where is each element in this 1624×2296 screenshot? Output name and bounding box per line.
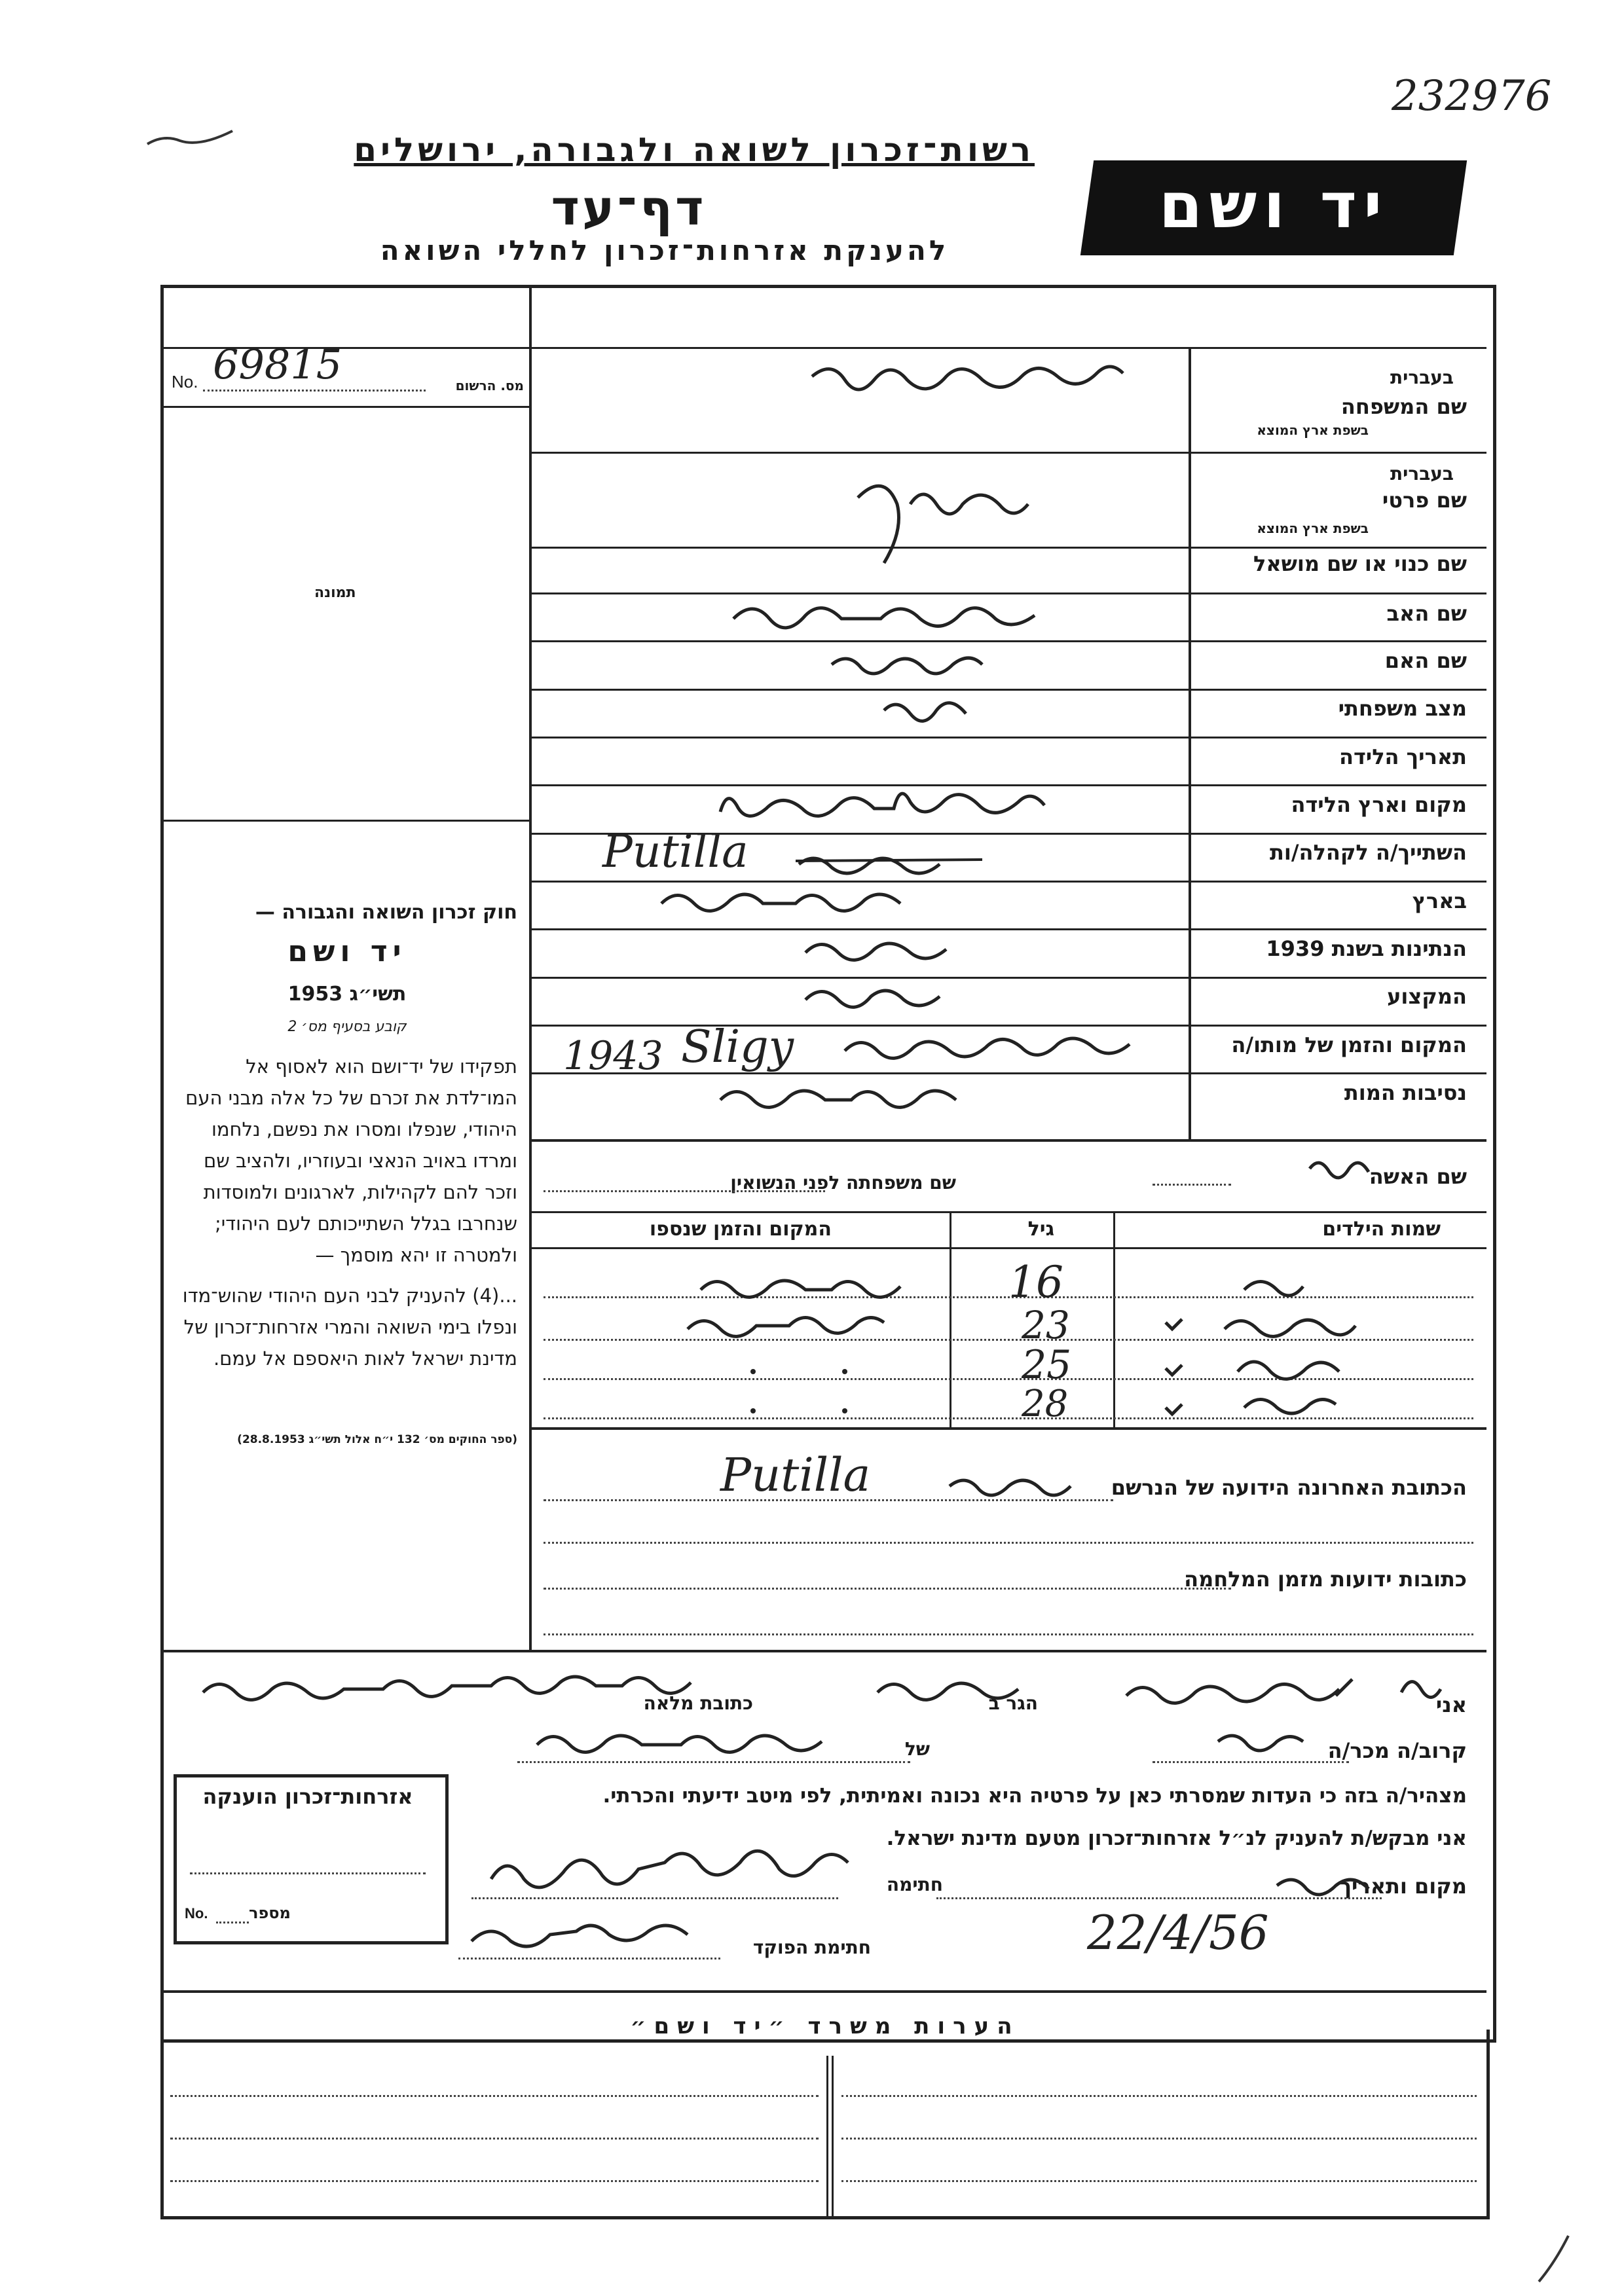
first-name-handwriting (845, 458, 1054, 563)
row-line (530, 977, 1486, 979)
community-hebrew-struck (792, 841, 989, 881)
birth-date-label: תאריך הלידה (1338, 744, 1467, 769)
child-age-1: 16 (1008, 1257, 1063, 1307)
notes-dots (170, 2180, 819, 2182)
row-line (530, 737, 1486, 738)
birth-place-label: מקום וארץ הלידה (1291, 792, 1467, 817)
child-age-4: 28 (1022, 1383, 1069, 1425)
first-name-label: שם פרטי (1382, 488, 1467, 513)
place-date-dots (936, 1897, 1382, 1899)
resident-label: הגר ב (988, 1692, 1038, 1714)
declaration-i-label: אני (1435, 1692, 1467, 1717)
corner-mark (1536, 2232, 1575, 2285)
law-body: תפקידו של יד־ושם הוא לאסוף אל המו־לדת את זכרם של כל אלה מבני העם היהודי, שנפלו ומסרו את נפשם, נלחמו ומרדו באויב הנאצי ובעוזריו, ולהציב שם וזכר להם לקהילות, לארגונים ולמוסדות שנחרבו בגלל השתייכותם לעם היהודי; ולמטרה זו יהא מוסמך — (185, 1055, 517, 1266)
row-line (530, 928, 1486, 930)
top-band-line (164, 347, 1486, 349)
logo-text: יד ושם (1158, 169, 1389, 242)
office-notes-title: הערות משרד ״יד ושם״ (630, 2013, 1020, 2039)
notes-frame-right (1486, 2030, 1490, 2219)
photo-bottom-line (164, 820, 530, 822)
address-label: כתובת מלאה (643, 1692, 753, 1714)
war-address-label: כתובות ידועות מזמן המלחמה (1184, 1567, 1467, 1592)
form-subtitle: להענקת אזרחות־זכרון לחללי השואה (380, 234, 950, 266)
last-address-label: הכתובת האחרונה הידועה של הנרשם (1111, 1475, 1467, 1500)
address-dots (544, 1588, 1231, 1590)
death-cause-handwriting (714, 1077, 1015, 1123)
profession-handwriting (799, 977, 963, 1019)
death-place-label: המקום והזמן של מותו/ה (1231, 1032, 1467, 1057)
community-latin: Putilla (602, 826, 748, 878)
left-column-divider (529, 288, 532, 1650)
declarant-signature (478, 1840, 884, 1905)
first-name-native-label: בשפת ארץ המוצא (1257, 520, 1369, 536)
declarant-name-handwriting (1074, 1666, 1467, 1719)
country-handwriting (655, 881, 969, 926)
address-dots (544, 1499, 1113, 1501)
citizenship-number-label: מספר (249, 1904, 291, 1922)
photo-label: תמונה (314, 585, 356, 601)
address-dots (544, 1633, 1473, 1635)
wife-maiden-label: שם משפחתה לפני הנשואין (730, 1172, 956, 1194)
citizenship-granted-title: אזרחות־זכרון הוענקה (202, 1784, 413, 1809)
registration-number: 69815 (213, 340, 342, 388)
declaration-date: 22/4/56 (1087, 1905, 1269, 1960)
reg-row-line (164, 406, 530, 408)
officer-signature (458, 1908, 733, 1961)
registration-no-prefix: No. (172, 372, 198, 392)
address-bottom-line (164, 1650, 1486, 1652)
resident-city-handwriting (871, 1673, 1028, 1712)
nickname-label: שם כנוי או שם מושאל (1253, 551, 1467, 576)
children-names-handwriting (1126, 1257, 1441, 1421)
law-item-4: ...(4) להעניק לבני העם היהודי שהוש־מדו ונפלו בימי השואה והמרי אזרחות־זכרון של מדינת ישראל לאות היאספם אל עמם. (182, 1285, 517, 1370)
children-age-header: גיל (1027, 1218, 1054, 1241)
signature-label: חתימה (886, 1874, 943, 1895)
children-place-header: המקום והזמן שנספו (649, 1218, 832, 1241)
law-title: חוק זכרון השואה והגבורה — (255, 901, 517, 924)
reg-dots (203, 390, 426, 392)
children-col-names (1113, 1211, 1115, 1427)
wife-label: שם האשה (1369, 1164, 1467, 1189)
notes-top-line (164, 1990, 1486, 1993)
children-header-line (530, 1247, 1486, 1249)
notes-dots (170, 2138, 819, 2140)
marital-handwriting (877, 691, 982, 737)
citizenship-box-dots (190, 1872, 426, 1874)
death-cause-label: נסיבות המות (1344, 1080, 1467, 1105)
of-dots (517, 1761, 910, 1763)
wife-name-handwriting (1303, 1149, 1375, 1188)
country-label: בארץ (1412, 888, 1467, 913)
father-label: שם האב (1386, 601, 1467, 626)
registration-label: מס. הרשום (455, 378, 524, 393)
relative-label: קרוב/ה מכר/ה (1327, 1738, 1467, 1763)
law-year: תשי״ג 1953 (287, 983, 407, 1006)
signature-dots (471, 1897, 838, 1899)
birth-place-handwriting (714, 782, 1080, 841)
notes-dots (841, 2138, 1477, 2140)
family-name-label-visible: שם המשפחה (1340, 394, 1467, 419)
archive-number: 232976 (1392, 72, 1552, 120)
relation-handwriting (1211, 1722, 1316, 1761)
form-title: דף־עד (551, 180, 707, 236)
label-column-divider (1189, 347, 1191, 1139)
statement-2: אני מבקש/ת להעניק לנ״ל אזרחות־זכרון מטעם מדינת ישראל. (886, 1827, 1467, 1850)
marital-label: מצב משפחתי (1338, 696, 1467, 721)
of-label: של (904, 1738, 930, 1760)
mother-name-handwriting (825, 645, 1008, 684)
officer-dots (458, 1958, 720, 1959)
death-year: 1943 (563, 1033, 663, 1079)
corner-scribble (144, 124, 236, 157)
row-line (530, 1139, 1486, 1142)
row-line (530, 452, 1486, 454)
wife-maiden-dots (544, 1190, 825, 1192)
notes-dots (841, 2180, 1477, 2182)
statement-1: מצהיר/ה בזה כי העדות שמסרתי כאן על פרטיה היא נכונה ואמיתית, לפי מיטב ידיעתי והכרתי. (602, 1784, 1467, 1808)
community-label: השתייך/ה לקהלה/ות (1269, 840, 1467, 865)
declarant-address-handwriting (190, 1666, 714, 1719)
wife-dots (1153, 1184, 1231, 1186)
citizenship-no-prefix: No. (185, 1905, 208, 1922)
children-places-handwriting (674, 1257, 950, 1421)
row-line (530, 640, 1486, 642)
notes-dots (841, 2095, 1477, 2097)
law-name: יד ושם (287, 935, 407, 968)
relative-of-handwriting (524, 1719, 891, 1771)
citizenship-number-dots (216, 1922, 249, 1923)
children-bottom-line (530, 1427, 1486, 1430)
family-name-handwriting (805, 357, 1172, 409)
family-name-hebrew-label: בעברית (1390, 367, 1454, 388)
citizenship-handwriting (799, 930, 969, 972)
first-name-hebrew-label: בעברית (1390, 463, 1454, 484)
child-age-3: 25 (1022, 1342, 1072, 1388)
address-dots (544, 1542, 1473, 1544)
children-top-line (530, 1211, 1486, 1213)
officer-signature-label: חתימת הפוקד (752, 1937, 871, 1958)
authority-name: רשות־זכרון לשואה ולגבורה, ירושלים (354, 131, 1035, 169)
place-date-handwriting (1270, 1866, 1401, 1905)
notes-frame-left (160, 2030, 164, 2219)
death-place-latin: Sligy (681, 1021, 794, 1073)
law-clause: קובע בסעיף מס׳ 2 (287, 1019, 407, 1035)
relative-dots (1153, 1761, 1349, 1763)
row-line (530, 689, 1486, 691)
mother-label: שם האם (1384, 648, 1467, 673)
profession-label: המקצוע (1387, 984, 1467, 1009)
family-name-native-label: בשפת ארץ המוצא (1257, 422, 1369, 438)
child-age-2: 23 (1022, 1303, 1070, 1347)
children-names-header: שמות הילדים (1322, 1218, 1441, 1241)
notes-frame-bottom (160, 2216, 1490, 2219)
death-place-hebrew-handwriting (838, 1028, 1179, 1074)
notes-col-divider (832, 2056, 834, 2216)
row-line (530, 1025, 1486, 1027)
law-reference: (ספר החוקים מס׳ 132 י״ח אלול תשי״ג 28.8.1953) (237, 1433, 517, 1446)
notes-dots (170, 2095, 819, 2097)
father-name-handwriting (727, 592, 1067, 638)
last-address-latin: Putilla (720, 1448, 871, 1502)
place-date-label: מקום ותאריך (1339, 1874, 1467, 1899)
citizenship-1939-label: הנתינות בשנת 1939 (1266, 936, 1467, 961)
notes-col-divider (826, 2056, 828, 2216)
children-col-age (950, 1211, 951, 1427)
